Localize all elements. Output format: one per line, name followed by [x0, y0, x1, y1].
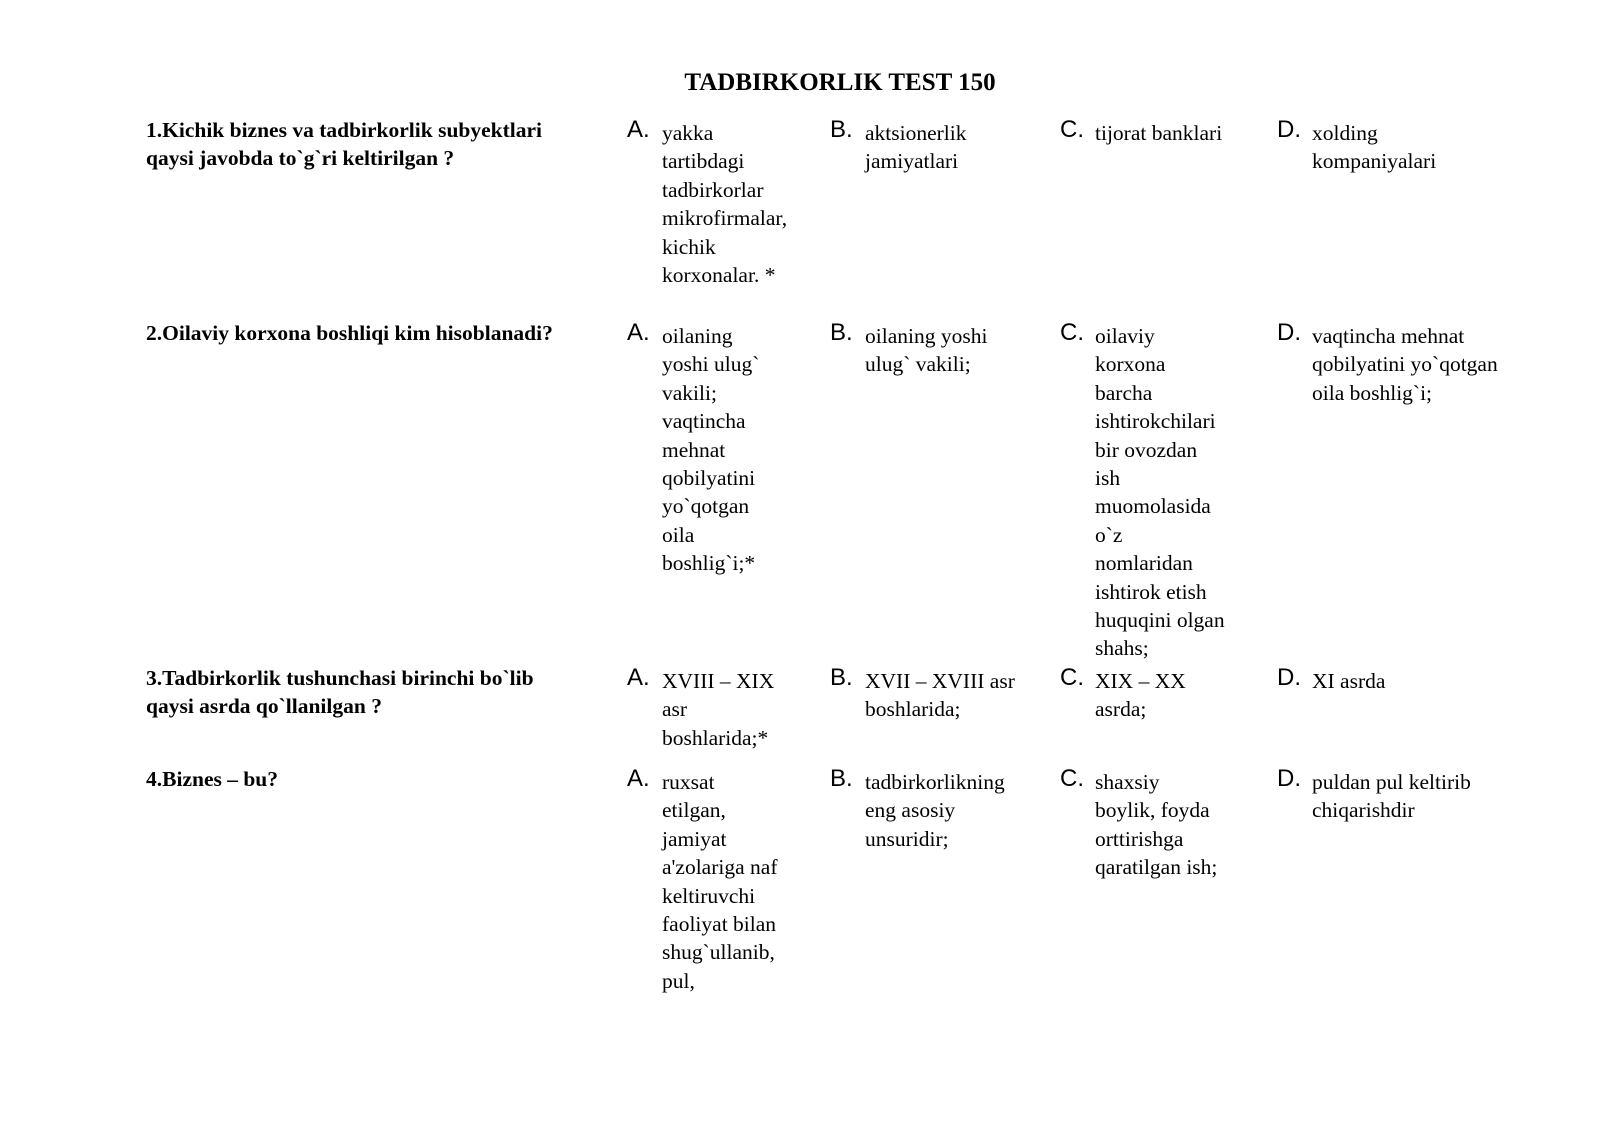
option-letter: B.	[830, 765, 853, 792]
option-text: XIX – XX asrda;	[1095, 669, 1186, 722]
option-letter: A.	[627, 664, 650, 691]
option-letter: A.	[627, 765, 650, 792]
option-text: shaxsiy boylik, foyda orttirishga qaratilgan ish;	[1095, 770, 1218, 880]
option-text: tadbirkorlikning eng asosiy unsuridir;	[865, 770, 1005, 851]
option-text: XI asrda	[1312, 669, 1386, 693]
question-text: 3.Tadbirkorlik tushunchasi birinchi bo`lib qaysi asrda qo`llanilgan ?	[146, 666, 534, 718]
option-letter: B.	[830, 664, 853, 691]
option-text: XVIII – XIX asr boshlarida;*	[662, 669, 775, 750]
option-letter: D.	[1277, 765, 1301, 792]
question-text: 1.Kichik biznes va tadbirkorlik subyektlari qaysi javobda to`g`ri keltirilgan ?	[146, 118, 543, 170]
option-text: oilaviy korxona barcha ishtirokchilari bir ovozdan ish muomolasida o`z nomlaridan ishtirok etish huquqini olgan shahs;	[1095, 324, 1225, 661]
option-letter: C.	[1060, 319, 1084, 346]
option-letter: C.	[1060, 664, 1084, 691]
option-letter: A.	[627, 116, 650, 143]
option-text: ruxsat etilgan, jamiyat a'zolariga naf keltiruvchi faoliyat bilan shug`ullanib, pul,	[662, 770, 778, 993]
option-text: XVII – XVIII asr boshlarida;	[865, 669, 1015, 722]
option-text: oilaning yoshi ulug` vakili; vaqtincha mehnat qobilyatini yo`qotgan oila boshlig`i;*	[662, 324, 760, 576]
option-letter: B.	[830, 319, 853, 346]
option-text: xolding kompaniyalari	[1312, 121, 1437, 174]
option-text: tijorat banklari	[1095, 121, 1223, 145]
option-letter: B.	[830, 116, 853, 143]
option-text: vaqtincha mehnat qobilyatini yo`qotgan oila boshlig`i;	[1312, 324, 1498, 405]
option-letter: A.	[627, 319, 650, 346]
page-title: TADBIRKORLIK TEST 150	[684, 69, 996, 96]
option-text: puldan pul keltirib chiqarishdir	[1312, 770, 1471, 823]
question-text: 4.Biznes – bu?	[146, 767, 279, 791]
option-letter: D.	[1277, 319, 1301, 346]
option-letter: C.	[1060, 116, 1084, 143]
option-text: yakka tartibdagi tadbirkorlar mikrofirmalar, kichik korxonalar. *	[662, 121, 788, 288]
option-text: oilaning yoshi ulug` vakili;	[865, 324, 988, 377]
option-letter: C.	[1060, 765, 1084, 792]
option-letter: D.	[1277, 116, 1301, 143]
option-text: aktsionerlik jamiyatlari	[865, 121, 967, 174]
question-text: 2.Oilaviy korxona boshliqi kim hisoblanadi?	[146, 321, 553, 345]
option-letter: D.	[1277, 664, 1301, 691]
